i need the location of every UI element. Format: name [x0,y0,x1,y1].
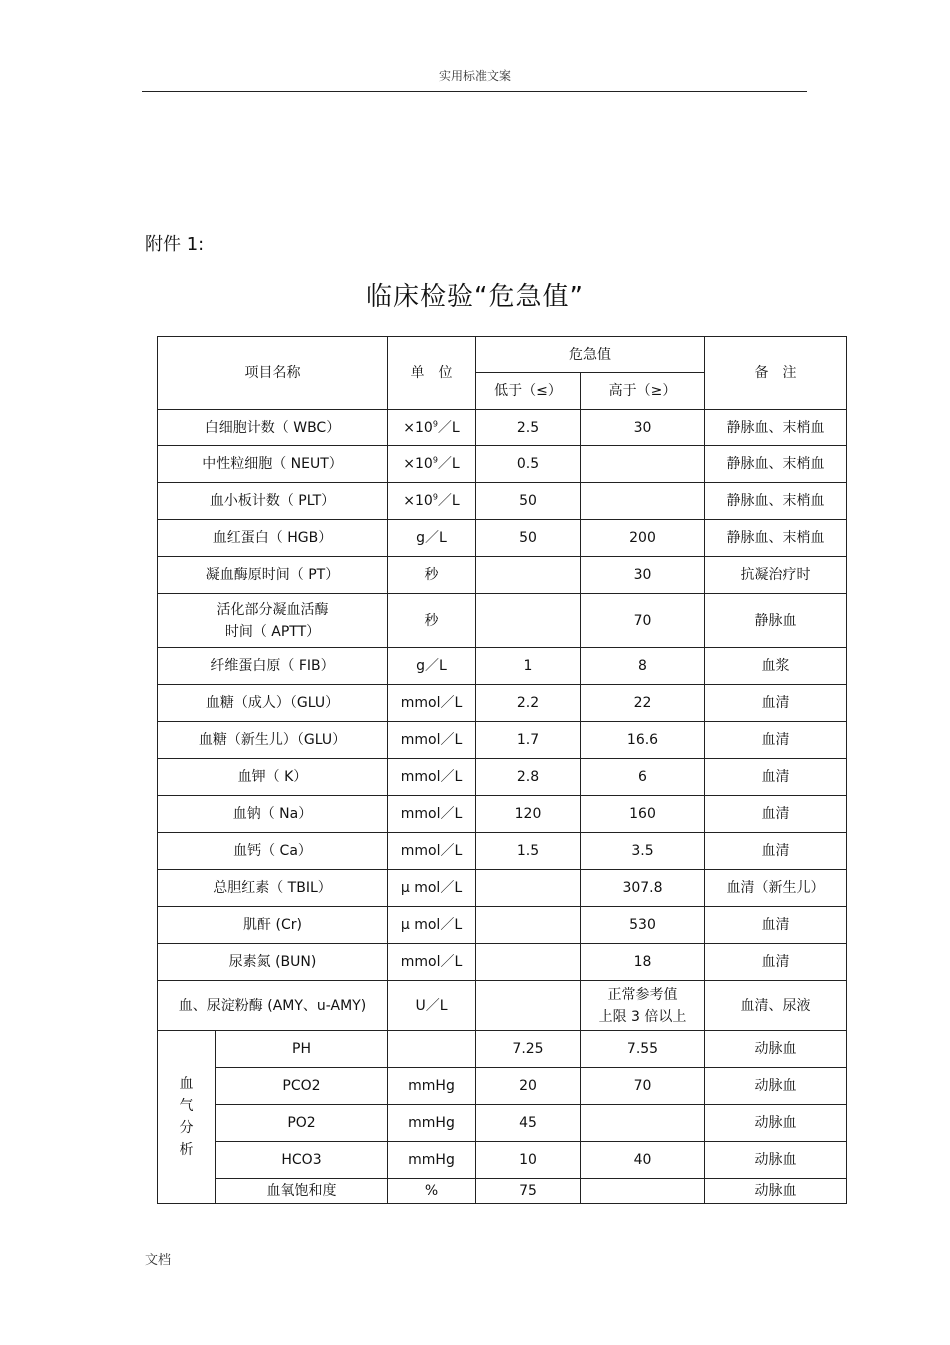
header-unit: 单 位 [388,337,476,410]
item-unit: μ mol／L [388,870,476,907]
item-unit: mmHg [388,1142,476,1179]
item-low: 2.8 [476,759,581,796]
item-name: 总胆红素（ TBIL） [158,870,388,907]
unit-base: ×10 [403,419,433,436]
header-rule [142,91,807,92]
item-unit [388,483,476,520]
item-note: 血清 [705,833,847,870]
item-low: 45 [476,1105,581,1142]
table-row [158,870,847,907]
item-note: 动脉血 [705,1105,847,1142]
item-unit: mmol／L [388,685,476,722]
item-note: 静脉血、末梢血 [705,520,847,557]
item-low: 10 [476,1142,581,1179]
item-note: 血清 [705,944,847,981]
group-char: 析 [179,1142,194,1158]
table-row [158,796,847,833]
item-high [581,483,705,520]
item-low: 75 [476,1179,581,1204]
item-unit [388,1031,476,1068]
item-note: 静脉血、末梢血 [705,410,847,446]
item-note: 血清（新生儿） [705,870,847,907]
item-name: 血钾（ K） [158,759,388,796]
item-name: 凝血酶原时间（ PT） [158,557,388,594]
item-note: 动脉血 [705,1031,847,1068]
item-note: 血清 [705,722,847,759]
item-unit: 秒 [388,557,476,594]
item-name: 血氧饱和度 [216,1179,388,1204]
item-unit: mmHg [388,1068,476,1105]
item-note: 动脉血 [705,1068,847,1105]
item-high [581,446,705,483]
item-low: 7.25 [476,1031,581,1068]
blood-gas-group-label [158,1031,216,1204]
group-char: 血 [179,1076,194,1092]
item-unit: mmol／L [388,833,476,870]
unit-exponent: 9 [432,455,438,465]
item-unit: mmol／L [388,759,476,796]
item-high: 30 [581,410,705,446]
item-note: 血清 [705,907,847,944]
item-high [581,1105,705,1142]
item-name: 血小板计数（ PLT） [158,483,388,520]
table-row [158,833,847,870]
item-high: 3.5 [581,833,705,870]
item-unit: mmol／L [388,796,476,833]
unit-exponent: 9 [432,418,438,428]
item-high: 7.55 [581,1031,705,1068]
item-note: 动脉血 [705,1142,847,1179]
unit-base: ×10 [403,493,433,509]
item-unit: U／L [388,981,476,1031]
item-low: 1.7 [476,722,581,759]
item-unit: g／L [388,648,476,685]
item-high: 200 [581,520,705,557]
item-name: 血钙（ Ca） [158,833,388,870]
critical-values-table [157,336,847,1204]
blood-gas-row [158,1179,847,1204]
item-note: 血清 [705,685,847,722]
table-row [158,446,847,483]
item-high: 160 [581,796,705,833]
item-low: 120 [476,796,581,833]
header-high: 高于（≥） [581,373,705,410]
header-low: 低于（≤） [476,373,581,410]
item-high: 307.8 [581,870,705,907]
item-note: 血清 [705,796,847,833]
item-note: 血清、尿液 [705,981,847,1031]
item-name: PCO2 [216,1068,388,1105]
group-char: 分 [179,1120,194,1136]
item-unit: mmol／L [388,722,476,759]
item-name [158,594,388,648]
blood-gas-row [158,1068,847,1105]
item-low: 20 [476,1068,581,1105]
item-name: 肌酐 (Cr) [158,907,388,944]
item-name: 血钠（ Na） [158,796,388,833]
table-row [158,483,847,520]
item-name: 血糖（成人）（GLU） [158,685,388,722]
item-unit: mmol／L [388,944,476,981]
item-note: 血清 [705,759,847,796]
table-row [158,759,847,796]
item-unit: 秒 [388,594,476,648]
item-unit: μ mol／L [388,907,476,944]
item-low [476,870,581,907]
table-header-row [158,337,847,373]
unit-suffix: ／L [437,419,460,436]
table-row [158,907,847,944]
page-header: 实用标准文案 [438,69,511,83]
attachment-label: 附件 1: [145,234,205,255]
item-high: 70 [581,594,705,648]
item-high: 30 [581,557,705,594]
item-unit: % [388,1179,476,1204]
unit-exponent: 9 [432,492,438,502]
item-high: 70 [581,1068,705,1105]
item-name: 血糖（新生儿）（GLU） [158,722,388,759]
item-note: 动脉血 [705,1179,847,1204]
item-high: 40 [581,1142,705,1179]
item-name: 血、尿淀粉酶 (AMY、u-AMY) [158,981,388,1031]
table-row [158,594,847,648]
item-note: 血浆 [705,648,847,685]
unit-base: ×10 [403,456,433,472]
item-unit [388,446,476,483]
table-row [158,685,847,722]
item-note: 静脉血 [705,594,847,648]
item-name: PO2 [216,1105,388,1142]
unit-suffix: ／L [437,456,460,472]
page-footer: 文档 [145,1253,172,1268]
item-note: 静脉血、末梢血 [705,483,847,520]
item-name-line2: 时间（ APTT） [224,623,321,640]
item-low [476,907,581,944]
item-high: 6 [581,759,705,796]
blood-gas-row [158,1031,847,1068]
item-low: 1 [476,648,581,685]
item-name: PH [216,1031,388,1068]
item-name: 纤维蛋白原（ FIB） [158,648,388,685]
table-row [158,520,847,557]
item-low [476,594,581,648]
header-critical: 危急值 [476,337,705,373]
table-row [158,410,847,446]
item-high: 18 [581,944,705,981]
table-row [158,981,847,1031]
item-high-line2: 上限 3 倍以上 [598,1008,687,1025]
item-name: 尿素氮 (BUN) [158,944,388,981]
item-low [476,557,581,594]
item-low [476,944,581,981]
table-row [158,944,847,981]
item-low: 0.5 [476,446,581,483]
item-low: 2.2 [476,685,581,722]
item-name: 白细胞计数（ WBC） [158,410,388,446]
item-note: 静脉血、末梢血 [705,446,847,483]
table-row [158,557,847,594]
item-low [476,981,581,1031]
item-name: 血红蛋白（ HGB） [158,520,388,557]
item-unit: g／L [388,520,476,557]
item-name: HCO3 [216,1142,388,1179]
group-char: 气 [179,1098,194,1114]
item-unit [388,410,476,446]
item-low: 2.5 [476,410,581,446]
item-name: 中性粒细胞（ NEUT） [158,446,388,483]
item-high [581,981,705,1031]
table-row [158,722,847,759]
item-high: 530 [581,907,705,944]
header-item: 项目名称 [158,337,388,410]
page-title: 临床检验“危急值” [366,282,584,312]
item-name-line1: 活化部分凝血活酶 [216,601,329,618]
item-high: 22 [581,685,705,722]
blood-gas-row [158,1142,847,1179]
unit-suffix: ／L [437,493,460,509]
item-low: 50 [476,520,581,557]
item-note: 抗凝治疗时 [705,557,847,594]
item-low: 1.5 [476,833,581,870]
item-high-line1: 正常参考值 [607,986,678,1003]
item-low: 50 [476,483,581,520]
item-unit: mmHg [388,1105,476,1142]
item-high: 8 [581,648,705,685]
header-note: 备 注 [705,337,847,410]
table-row [158,648,847,685]
blood-gas-row [158,1105,847,1142]
item-high: 16.6 [581,722,705,759]
item-high [581,1179,705,1204]
